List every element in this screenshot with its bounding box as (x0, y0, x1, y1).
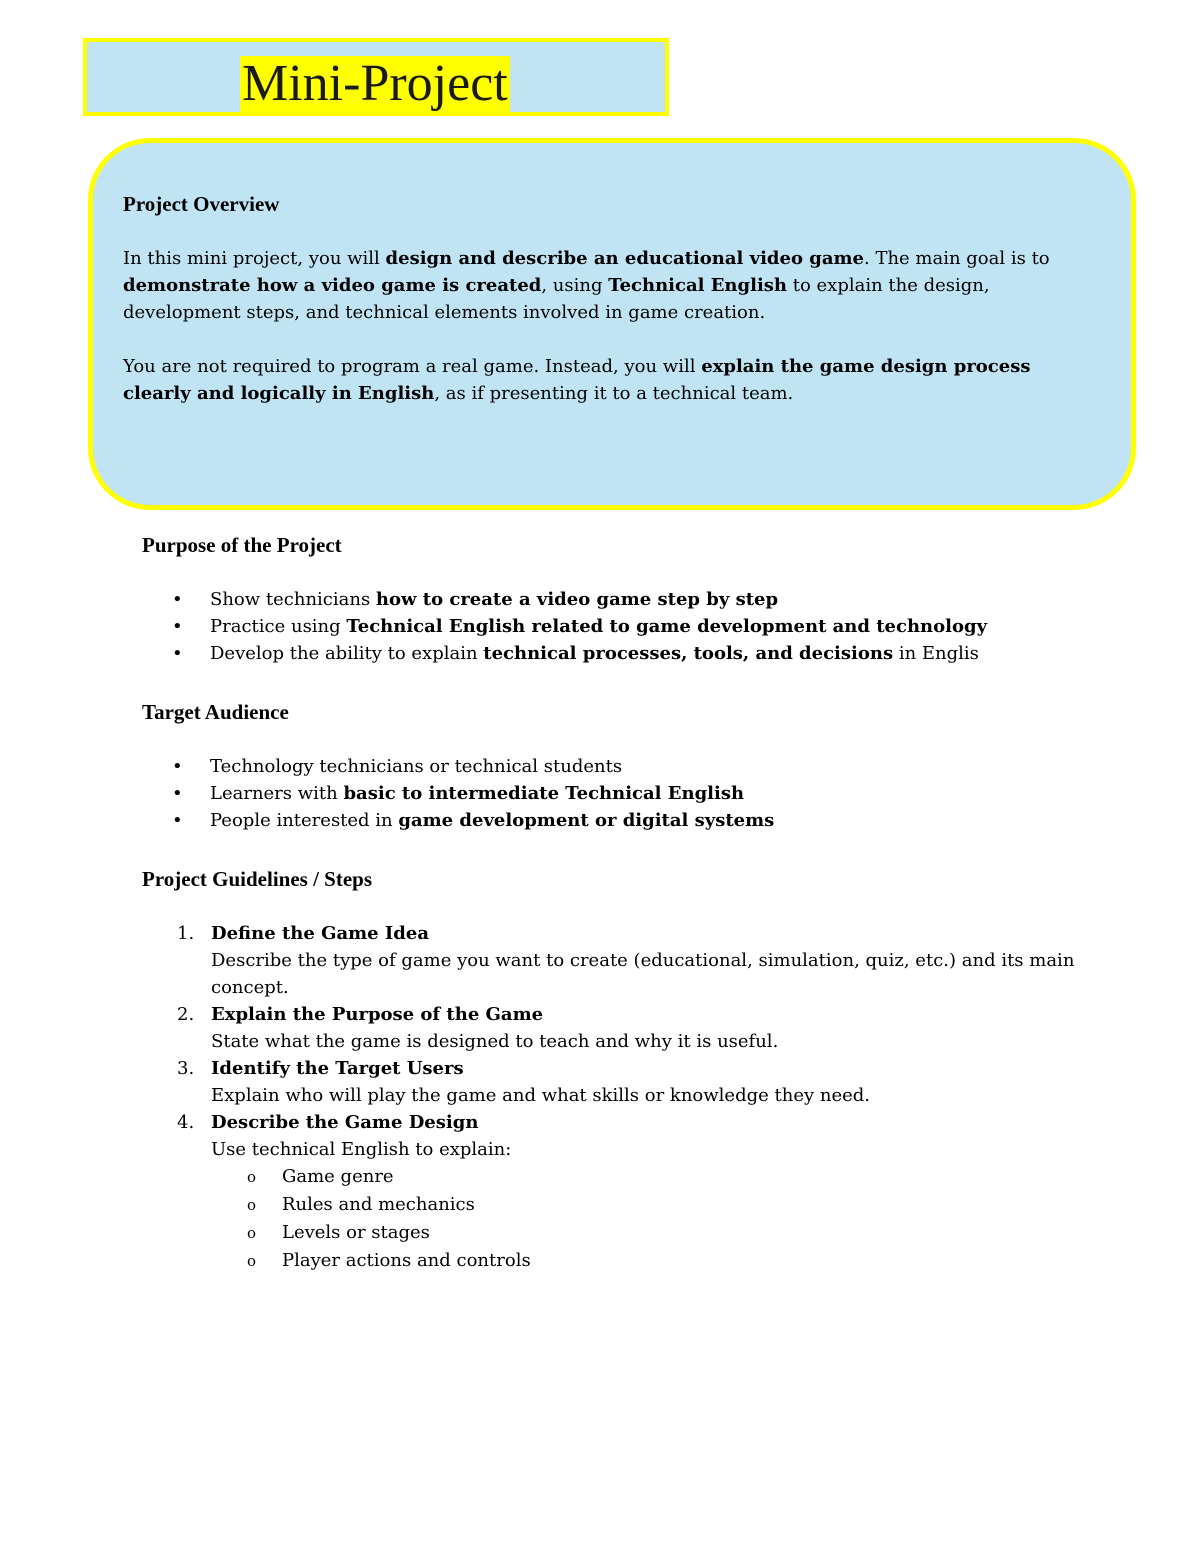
step-item: 2. Explain the Purpose of the Game State what the game is designed to teach and why it is useful. (177, 1004, 779, 1052)
step-description: State what the game is designed to teach and why it is useful. (211, 1031, 779, 1052)
audience-heading: Target Audience (142, 700, 289, 724)
overview-paragraph-2: You are not required to program a real game. Instead, you will explain the game design process clearly and logically in English, as if presenting it to a technical team. (123, 356, 1031, 404)
overview-paragraph-1: In this mini project, you will design and describe an educational video game. The main goal is to demonstrate how a video game is created, using Technical English to explain the design, development steps, and technical elements involved in game creation. (123, 248, 1050, 323)
bullet-icon: • (172, 810, 183, 831)
step-title: Describe the Game Design (211, 1112, 479, 1133)
sub-list-item: o Player actions and controls (211, 1247, 1122, 1275)
sub-list-item: o Game genre (211, 1163, 1122, 1191)
list-item: • Practice using Technical English related to game development and technology (142, 613, 1122, 640)
audience-list (142, 753, 1122, 834)
design-sublist (211, 1163, 1122, 1275)
guidelines-heading: Project Guidelines / Steps (142, 867, 373, 891)
purpose-section (142, 532, 1122, 667)
step-description: Describe the type of game you want to create (educational, simulation, quiz, etc.) and its main concept. (211, 950, 1075, 998)
steps-list (142, 920, 1122, 1275)
step-description: Use technical English to explain: (211, 1139, 512, 1160)
list-item: • Show technicians how to create a video game step by step (142, 586, 1122, 613)
sub-list-item: o Levels or stages (211, 1219, 1122, 1247)
step-title: Define the Game Idea (211, 923, 429, 944)
circle-bullet-icon: o (247, 1252, 257, 1270)
circle-bullet-icon: o (247, 1196, 257, 1214)
guidelines-section (142, 866, 1122, 1275)
circle-bullet-icon: o (247, 1224, 257, 1242)
bullet-icon: • (172, 589, 183, 610)
purpose-list (142, 586, 1122, 667)
step-title: Identify the Target Users (211, 1058, 464, 1079)
list-item: • People interested in game development or digital systems (142, 807, 1122, 834)
purpose-heading: Purpose of the Project (142, 533, 342, 557)
circle-bullet-icon: o (247, 1168, 257, 1186)
bullet-icon: • (172, 643, 183, 664)
step-item: 4. Describe the Game Design Use technical English to explain: o Game genre o Rules and mechanics o Levels or stages o Player actions and controls (142, 1109, 1122, 1275)
title-box (83, 38, 669, 116)
overview-box (88, 138, 1136, 510)
step-item: 3. Identify the Target Users Explain who will play the game and what skills or knowledge they need. (177, 1058, 871, 1106)
bullet-icon: • (172, 756, 183, 777)
list-item: • Technology technicians or technical students (142, 753, 1122, 780)
step-item: 1. Define the Game Idea Describe the type of game you want to create (educational, simulation, quiz, etc.) and its main concept. (177, 923, 1075, 998)
overview-content (123, 191, 1103, 407)
sub-list-item: o Rules and mechanics (211, 1191, 1122, 1219)
overview-heading: Project Overview (123, 192, 280, 216)
bullet-icon: • (172, 783, 183, 804)
page-title: Mini-Project (242, 55, 508, 112)
bullet-icon: • (172, 616, 183, 637)
list-item: • Learners with basic to intermediate Technical English (142, 780, 1122, 807)
step-description: Explain who will play the game and what skills or knowledge they need. (211, 1085, 871, 1106)
list-item: • Develop the ability to explain technical processes, tools, and decisions in Englis (142, 640, 1122, 667)
step-title: Explain the Purpose of the Game (211, 1004, 544, 1025)
audience-section (142, 699, 1122, 834)
